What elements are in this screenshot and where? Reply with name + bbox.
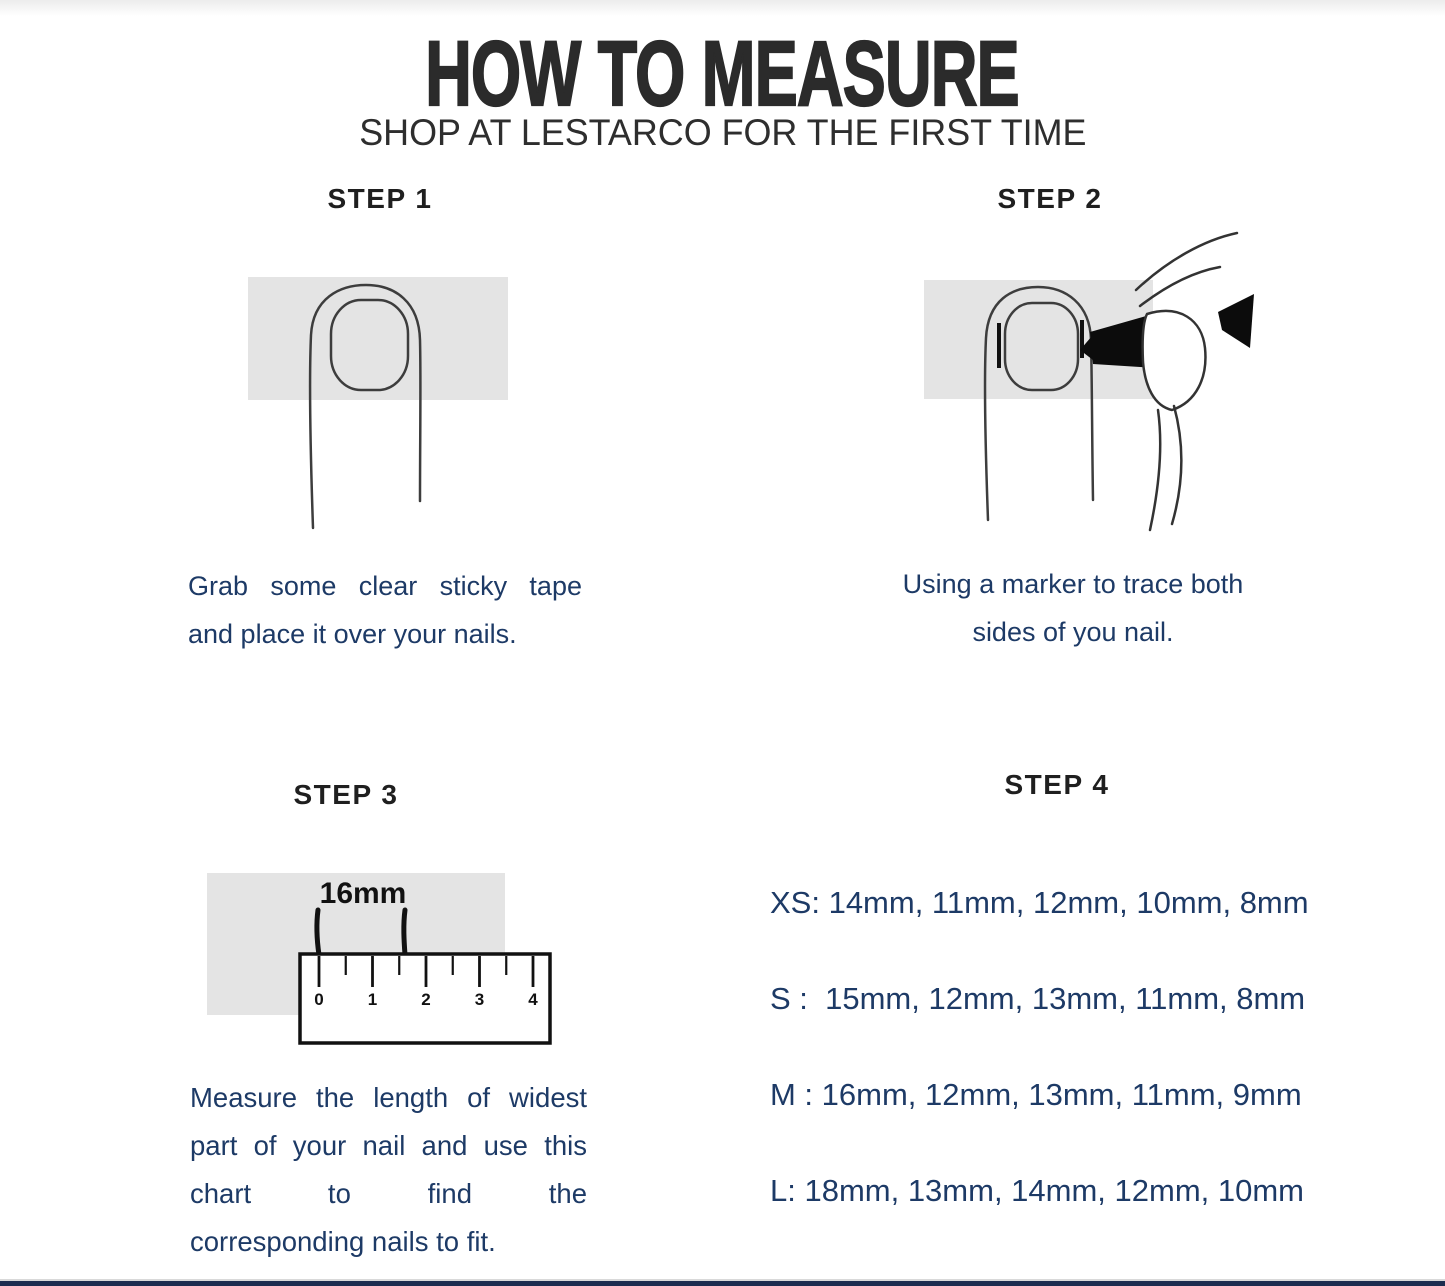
trace-mark-left [317,910,319,955]
caption-line: Using a marker to trace both [902,569,1244,599]
size-line-l: L: 18mm, 13mm, 14mm, 12mm, 10mm [770,1173,1305,1208]
caption-line: Grab some clear sticky tape [188,571,582,601]
step3-heading: STEP 3 [293,779,399,810]
step1-heading: STEP 1 [327,183,433,214]
tape-rect [248,277,508,400]
svg-text:3: 3 [474,990,485,1009]
measurement-label: 16mm [319,877,407,910]
hand-graphic [1136,233,1237,530]
step3-illustration [190,853,590,1053]
footer-bar [0,1279,1445,1286]
svg-text:0: 0 [314,990,324,1009]
step2-illustration [900,228,1330,558]
caption-line: sides of you nail. [972,617,1174,647]
step2-caption [873,560,1273,656]
size-chart [770,855,1309,1239]
top-edge-gradient [0,0,1445,16]
caption-line: part of your nail and use this [190,1130,587,1161]
subheader [0,112,1445,154]
step1-illustration [215,260,545,560]
page-title: HOW TO MEASURE [425,23,1020,125]
page-subtitle: SHOP AT LESTARCO FOR THE FIRST TIME [358,112,1087,153]
step3-caption [190,1074,587,1266]
step2-heading: STEP 2 [997,183,1103,214]
caption-line: Measure the length of widest [190,1082,587,1113]
trace-mark-right [404,910,405,955]
size-line-s: S : 15mm, 12mm, 13mm, 11mm, 8mm [770,981,1306,1016]
size-line-xs: XS: 14mm, 11mm, 12mm, 10mm, 8mm [770,885,1309,920]
svg-text:4: 4 [528,990,538,1009]
caption-line: corresponding nails to fit. [190,1226,496,1257]
step4-heading: STEP 4 [1004,769,1110,800]
svg-text:1: 1 [367,990,378,1009]
step1-caption [188,562,582,658]
size-line-m: M : 16mm, 12mm, 13mm, 11mm, 9mm [770,1077,1302,1112]
caption-line: chart to find the [190,1178,587,1209]
caption-line: and place it over your nails. [188,619,517,649]
svg-text:2: 2 [421,990,431,1009]
